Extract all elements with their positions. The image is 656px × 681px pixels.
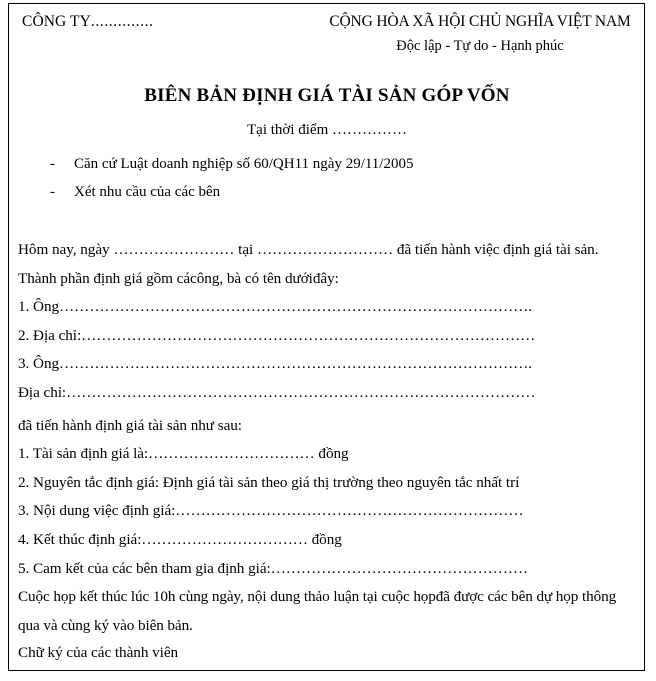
page-title: BIÊN BẢN ĐỊNH GIÁ TÀI SẢN GÓP VỐN [144,85,510,106]
participant-line: 1. Ông…………………………………………………………………………………. [18,298,533,316]
company-dots: .............. [90,13,154,30]
document-subtitle: Tại thời điểm …………… [247,122,407,138]
list-item-label: Căn cứ Luật doanh nghiệp số 60/QH11 ngày 29/11/2005 [74,156,414,172]
valuation-item: 1. Tài sản định giá là:…………………………… đồng [18,445,349,463]
signature-line: Chữ ký của các thành viên [18,644,179,662]
legal-basis-list [18,150,636,206]
document-content [18,13,636,666]
document-page [8,3,645,671]
national-motto: Độc lập - Tự do - Hạnh phúc [396,38,564,54]
company-label-text: CÔNG TY [22,13,91,30]
list-item-label: Xét nhu cầu của các bên [74,184,221,200]
valuation-item: 5. Cam kết của các bên tham gia định giá:…………………………………………… [18,559,529,577]
dash-bullet-icon: - [50,184,55,200]
valuation-item: 3. Nội dung việc định giá:…………………………………………………………… [18,502,524,520]
document-body [18,236,636,666]
participant-line: 2. Địa chỉ:……………………………………………………………………………… [18,326,536,344]
participants-intro: Thành phần định giá gồm cácông, bà có tên dướiđây: [18,269,339,287]
document-header [18,13,636,65]
closing-paragraph: Cuộc họp kết thúc lúc 10h cùng ngày, nội dung thảo luận tại cuộc họpđã được các bên dự họp thông qua và cùng ký vào biên bản. [18,588,617,634]
company-label [22,13,154,31]
valuation-item: 2. Nguyên tắc định giá: Định giá tài sản theo giá thị trường theo nguyên tắc nhất trí [18,473,520,491]
valuation-intro: đã tiến hành định giá tài sản như sau: [18,416,242,434]
opening-line: Hôm nay, ngày …………………… tại ……………………… đã tiến hành việc định giá tài sản. [18,241,599,258]
participant-line: Địa chỉ:………………………………………………………………………………… [18,383,536,401]
participant-line: 3. Ông…………………………………………………………………………………. [18,355,533,373]
nation-title: CỘNG HÒA XÃ HỘI CHỦ NGHĨA VIỆT NAM [329,13,631,30]
valuation-item: 4. Kết thúc định giá:…………………………… đồng [18,530,342,548]
list-item [40,150,636,178]
list-item [40,178,636,206]
dash-bullet-icon: - [50,156,55,172]
